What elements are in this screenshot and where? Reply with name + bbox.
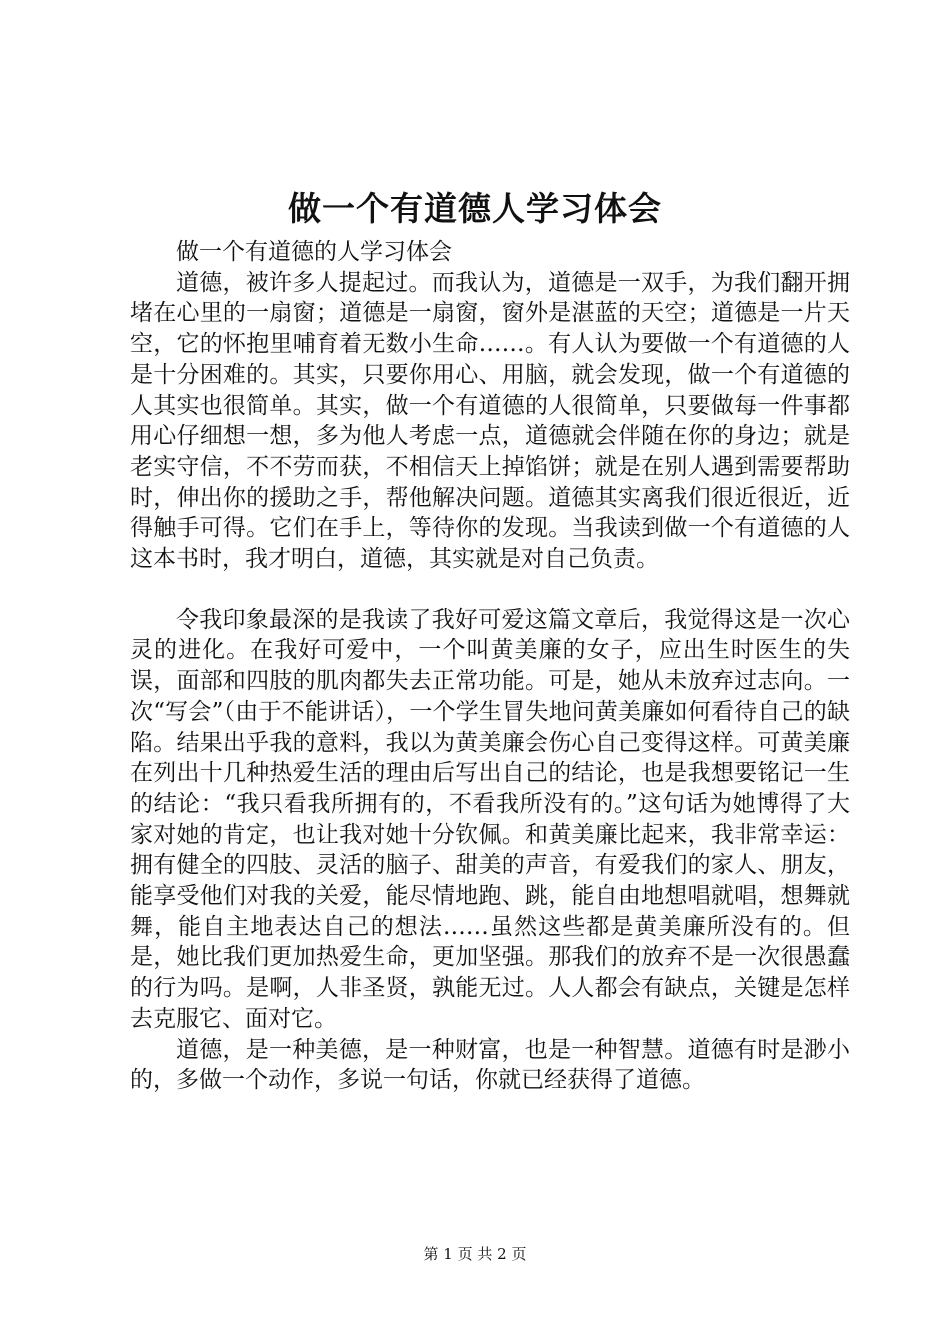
body-paragraph: 道德，是一种美德，是一种财富，也是一种智慧。道德有时是渺小的，多做一个动作，多说一句话，你就已经获得了道德。: [130, 1036, 850, 1094]
body-paragraph: 道德，被许多人提起过。而我认为，道德是一双手，为我们翻开拥堵在心里的一扇窗；道德是一扇窗，窗外是湛蓝的天空；道德是一片天空，它的怀抱里哺育着无数小生命……。有人认为要做一个有道德的人是十分困难的。其实，只要你用心、用脑，就会发现，做一个有道德的人其实也很简单。其实，做一个有道德的人很简单，只要做每一件事都用心仔细想一想，多为他人考虑一点，道德就会伴随在你的身边；就是老实守信，不不劳而获，不相信天上掉馅饼；就是在别人遇到需要帮助时，伸出你的援助之手，帮他解决问题。道德其实离我们很近很近，近得触手可得。它们在手上，等待你的发现。当我读到做一个有道德的人这本书时，我才明白，道德，其实就是对自己负责。: [130, 269, 850, 573]
page-footer: 第 1 页 共 2 页: [423, 1245, 527, 1263]
document-title: 做一个有道德人学习体会: [288, 189, 662, 228]
body-paragraph: 令我印象最深的是我读了我好可爱这篇文章后，我觉得这是一次心灵的进化。在我好可爱中，一个叫黄美廉的女子，应出生时医生的失误，面部和四肢的肌肉都失去正常功能。可是，她从未放弃过志向。一次“写会”（由于不能讲话），一个学生冒失地问黄美廉如何看待自己的缺陷。结果出乎我的意料，我以为黄美廉会伤心自己变得这样。可黄美廉在列出十几种热爱生活的理由后写出自己的结论，也是我想要铭记一生的结论：“我只看我所拥有的，不看我所没有的。”这句话为她博得了大家对她的肯定，也让我对她十分钦佩。和黄美廉比起来，我非常幸运：拥有健全的四肢、灵活的脑子、甜美的声音，有爱我们的家人、朋友，能享受他们对我的关爱，能尽情地跑、跳，能自由地想唱就唱，想舞就舞，能自主地表达自己的想法……虽然这些都是黄美廉所没有的。但是，她比我们更加热爱生命，更加坚强。那我们的放弃不是一次很愚蠢的行为吗。是啊，人非圣贤，孰能无过。人人都会有缺点，关键是怎样去克服它、面对它。: [130, 606, 850, 1032]
document-body: [130, 237, 850, 1096]
subtitle-paragraph: 做一个有道德的人学习体会: [176, 239, 452, 265]
